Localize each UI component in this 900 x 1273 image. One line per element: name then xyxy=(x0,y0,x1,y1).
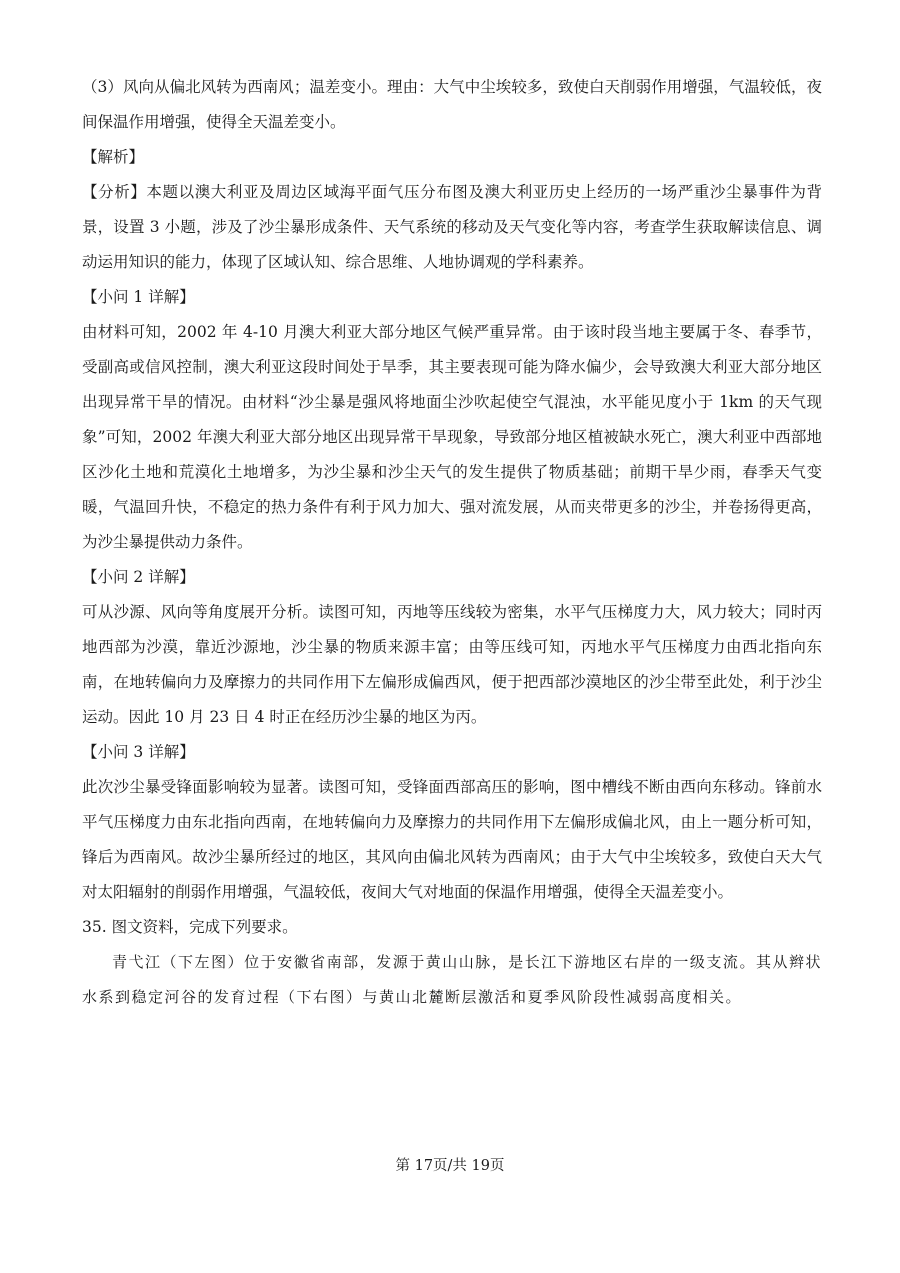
page-footer: 第 17页/共 19页 xyxy=(395,1158,505,1174)
sub-question-2-label: 【小问 2 详解】 xyxy=(82,568,195,586)
sub-question-2-text: 可从沙源、风向等角度展开分析。读图可知，丙地等压线较为密集，水平气压梯度力大，风力较大；同时丙地西部为沙漠，靠近沙源地，沙尘暴的物质来源丰富；由等压线可知，丙地水平气压梯度力由西北指向东南，在地转偏向力及摩擦力的共同作用下左偏形成偏西风，便于把西部沙漠地区的沙尘带至此处，利于沙尘运动。因此 10 月 23 日 4 时正在经历沙尘暴的地区为丙。 xyxy=(82,603,822,726)
document-body xyxy=(82,70,822,1015)
analysis-label: 【解析】 xyxy=(82,148,145,166)
question-35-material: 青弋江（下左图）位于安徽省南部，发源于黄山山脉，是长江下游地区右岸的一级支流。其从辫状水系到稳定河谷的发育过程（下右图）与黄山北麓断层激活和夏季风阶段性减弱高度相关。 xyxy=(82,953,822,1006)
answer-3: （3）风向从偏北风转为西南风；温差变小。理由：大气中尘埃较多，致使白天削弱作用增强，气温较低，夜间保温作用增强，使得全天温差变小。 xyxy=(82,78,822,131)
question-35-intro: 35. 图文资料，完成下列要求。 xyxy=(82,918,298,936)
sub-question-1-text: 由材料可知，2002 年 4-10 月澳大利亚大部分地区气候严重异常。由于该时段当地主要属于冬、春季节，受副高或信风控制，澳大利亚这段时间处于旱季，其主要表现可能为降水偏少，会导致澳大利亚大部分地区出现异常干旱的情况。由材料“沙尘暴是强风将地面尘沙吹起使空气混浊，水平能见度小于 1km 的天气现象”可知，2002 年澳大利亚大部分地区出现异常干旱现象，导致部分地区植被缺水死亡，澳大利亚中西部地区沙化土地和荒漠化土地增多，为沙尘暴和沙尘天气的发生提供了物质基础；前期干旱少雨，春季天气变暖，气温回升快，不稳定的热力条件有利于风力加大、强对流发展，从而夹带更多的沙尘，并卷扬得更高，为沙尘暴提供动力条件。 xyxy=(82,323,822,551)
sub-question-1-label: 【小问 1 详解】 xyxy=(82,288,195,306)
analysis-text: 【分析】本题以澳大利亚及周边区域海平面气压分布图及澳大利亚历史上经历的一场严重沙尘暴事件为背景，设置 3 小题，涉及了沙尘暴形成条件、天气系统的移动及天气变化等内容，考查学生获取解读信息、调动运用知识的能力，体现了区域认知、综合思维、人地协调观的学科素养。 xyxy=(82,183,822,271)
sub-question-3-text: 此次沙尘暴受锋面影响较为显著。读图可知，受锋面西部高压的影响，图中槽线不断由西向东移动。锋前水平气压梯度力由东北指向西南，在地转偏向力及摩擦力的共同作用下左偏形成偏北风，由上一题分析可知，锋后为西南风。故沙尘暴所经过的地区，其风向由偏北风转为西南风；由于大气中尘埃较多，致使白天大气对太阳辐射的削弱作用增强，气温较低，夜间大气对地面的保温作用增强，使得全天温差变小。 xyxy=(82,778,822,901)
sub-question-3-label: 【小问 3 详解】 xyxy=(82,743,195,761)
